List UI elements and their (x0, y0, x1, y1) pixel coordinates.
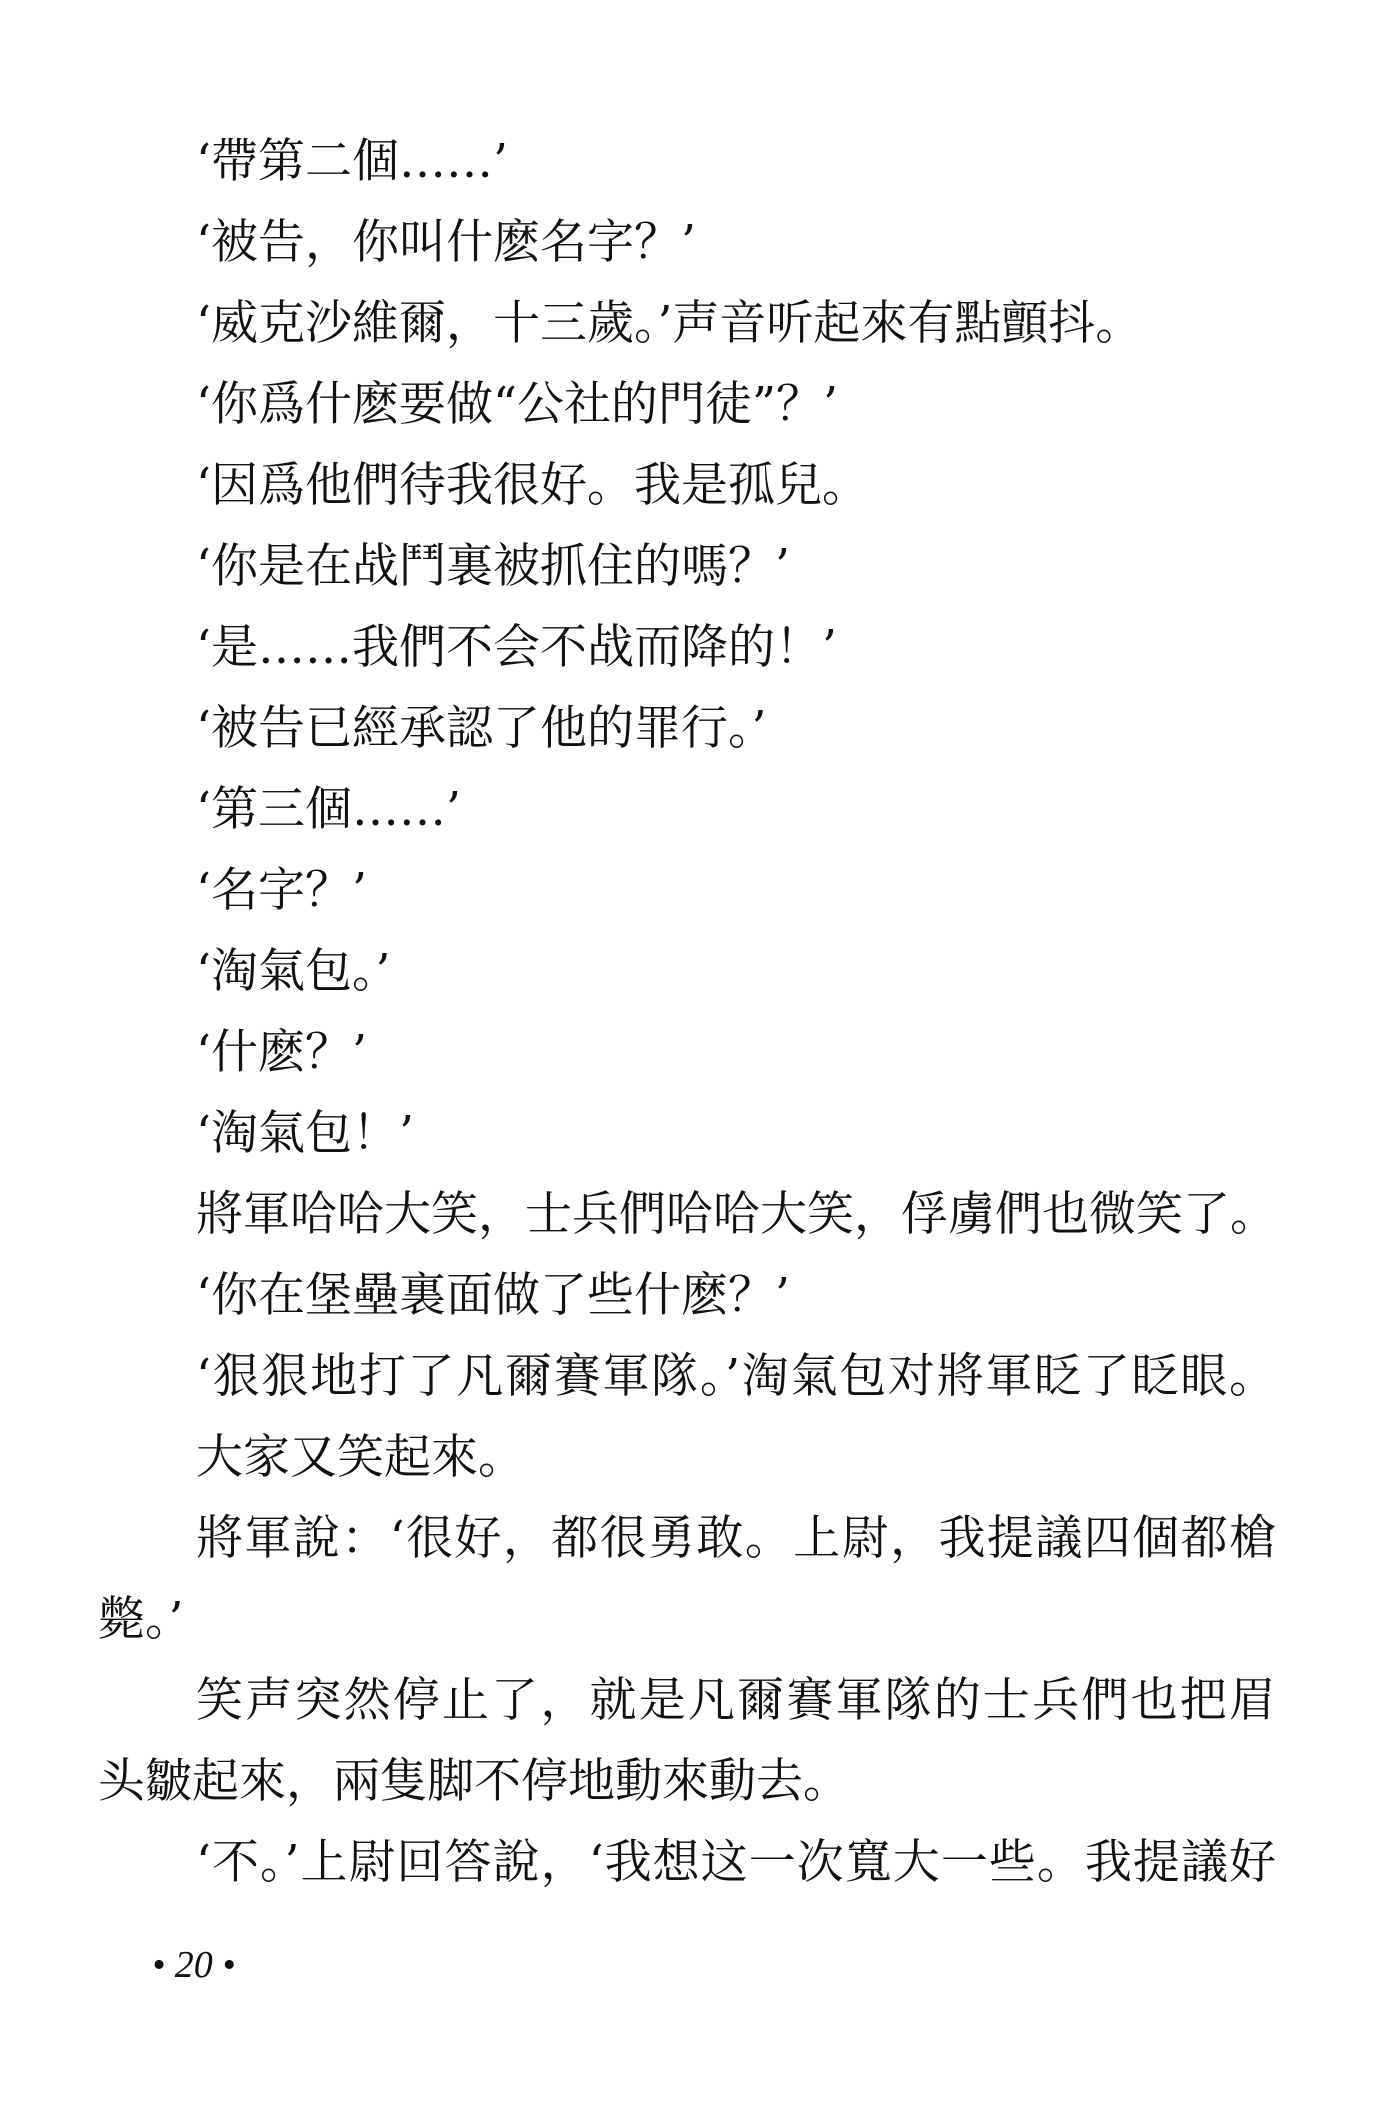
text-line-16: ‘狠狠地打了凡爾賽軍隊。’淘氣包对將軍眨了眨眼。 (196, 1349, 1276, 1404)
text-line-4: ‘你爲什麽要做“公社的門徒”？’ (196, 377, 838, 432)
text-line-5: ‘因爲他們待我很好。我是孤兒。 (196, 458, 869, 513)
text-line-18: 將軍說：‘很好，都很勇敢。上尉，我提議四個都槍 (196, 1511, 1276, 1566)
text-line-11: ‘淘氣包。’ (196, 944, 391, 999)
page-number: • 20 • (152, 1944, 236, 1986)
text-line-17: 大家又笑起來。 (196, 1430, 525, 1485)
text-line-10: ‘名字？’ (196, 863, 367, 918)
text-line-20: 笑声突然停止了，就是凡爾賽軍隊的士兵們也把眉 (196, 1673, 1276, 1728)
text-line-12: ‘什麽？’ (196, 1025, 367, 1080)
text-line-19: 斃。’ (98, 1592, 184, 1647)
text-line-21: 头皺起來，兩隻脚不停地動來動去。 (98, 1754, 850, 1809)
text-line-8: ‘被告已經承認了他的罪行。’ (196, 701, 767, 756)
text-line-9: ‘第三個……’ (196, 782, 461, 837)
text-line-14: 將軍哈哈大笑，士兵們哈哈大笑，俘虜們也微笑了。 (196, 1187, 1277, 1242)
text-line-13: ‘淘氣包！’ (196, 1106, 414, 1161)
text-line-6: ‘你是在战鬥裏被抓住的嗎？’ (196, 539, 790, 594)
text-line-15: ‘你在堡壘裏面做了些什麽？’ (196, 1268, 790, 1323)
text-line-1: ‘帶第二個……’ (196, 134, 508, 189)
text-line-2: ‘被告，你叫什麽名字？’ (196, 215, 696, 270)
text-line-7: ‘是……我們不会不战而降的！’ (196, 620, 837, 675)
text-line-3: ‘威克沙維爾，十三歲。’声音听起來有點顫抖。 (196, 296, 1143, 351)
text-line-22: ‘不。’上尉回答說，‘我想这一次寬大一些。我提議好 (196, 1835, 1276, 1890)
